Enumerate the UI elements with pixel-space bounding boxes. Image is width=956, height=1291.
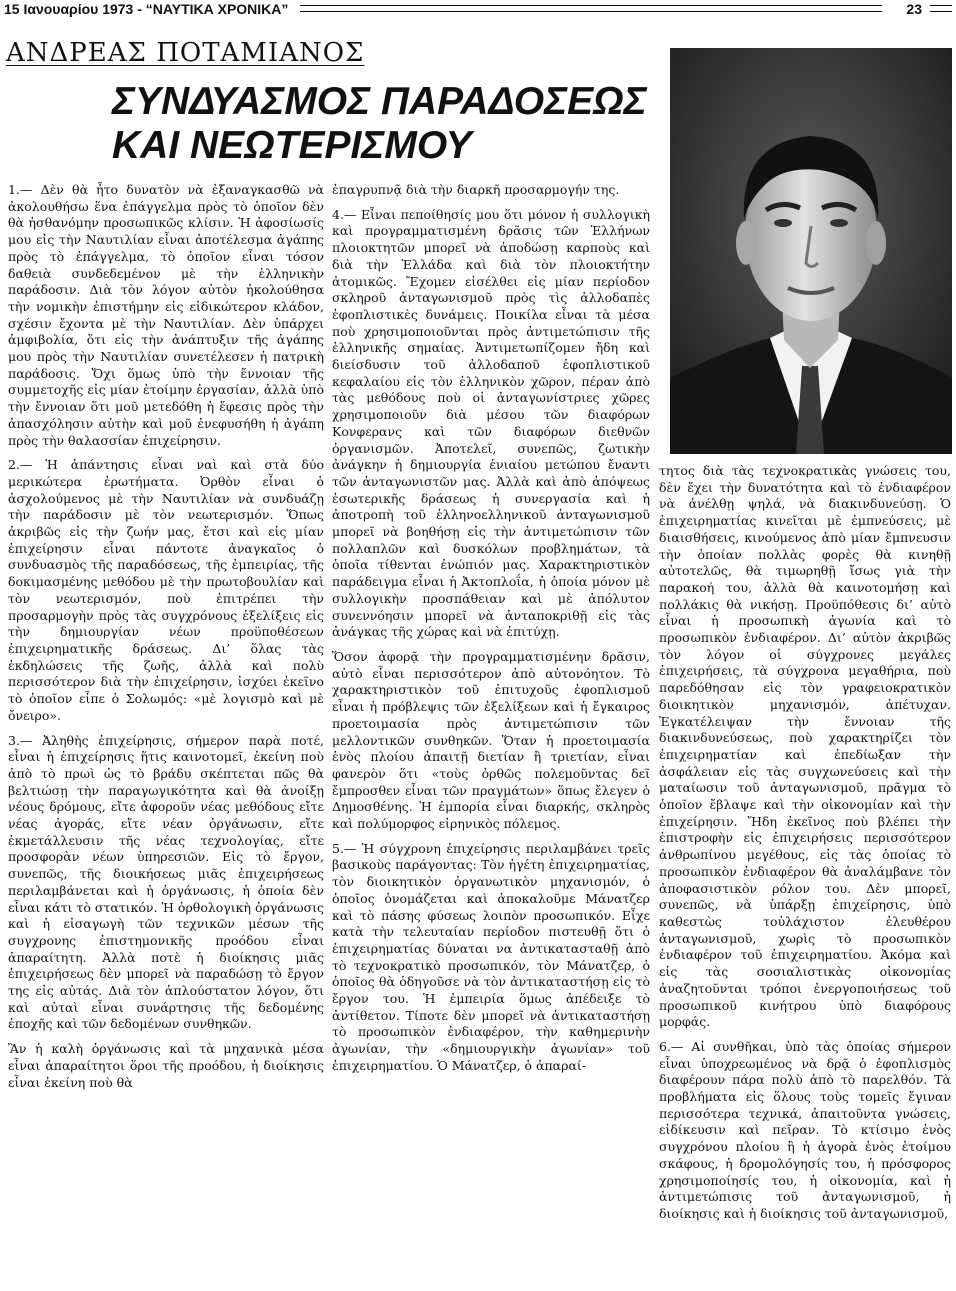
article-title	[112, 80, 647, 168]
paragraph: Ἂν ἡ καλὴ ὀργάνωσις καὶ τὰ μηχανικὰ μέσα εἶναι ἀπαραίτητοι ὅροι τῆς προόδου, ἡ διοίκησις εἶναι ἐκείνη ποὺ θὰ	[8, 1041, 324, 1090]
header-rule	[300, 5, 882, 12]
paragraph: 1.— Δὲν θὰ ἦτο δυνατὸν νὰ ἐξαναγκασθῶ νὰ ἀκολουθήσω ἕνα ἐπάγγελμα πρὸς τὸ ὁποῖον δὲν θὰ ἠσθανόμην προσωπικῶς κλίσιν. Ἡ ἀφοσίωσίς μου εἰς τὴν Ναυτιλίαν εἶναι ἀποτέλεσμα ἀγάπης πρὸς τὸ ἐπάγγελμα, τὸ ὁποῖον εἶναι τόσον δαθειὰ συνδεδεμένον μὲ τὴν ἑλληνικὴν παράδοσιν. Διὰ τὸν λόγον αὐτὸν ἠκολούθησα τὴν νομικὴν ἐπιστήμην εἰς εἰδικώτερον κλάδον, σχέσιν ἔχοντα μὲ τὴν Ναυτιλίαν. Δὲν ὑπάρχει ἀμφιβολία, ὅτι εἰς τὴν ἀνάπτυξιν τῆς ἀγάπης μου πρὸς τὴν Ναυτιλίαν συνετέλεσεν ἡ πατρικὴ παράδοσις. Ὄχι ὅμως ὑπὸ τὴν ἔννοιαν τῆς συμμετοχῆς εἰς μίαν ἑτοίμην ἐργασίαν, ἀλλὰ ὑπὸ τὴν ἔννοιαν ὅτι μοῦ μετεδόθη ἡ ἔφεσις πρὸς τὴν ἀπασχόλησιν αὐτὴν καὶ μοῦ ἐνεφυσήθη ἡ ἀγάπη πρὸς τὴν θαλασσίαν ἐπιχείρησιν.	[8, 182, 324, 448]
article-column-2	[332, 182, 650, 1075]
paragraph: 2.— Ἡ ἀπάντησις εἶναι ναὶ καὶ στὰ δύο μερικώτερα ἐρωτήματα. Ὀρθὸν εἶναι ὁ ἀσχολούμενος μὲ τὴν Ναυτιλίαν νὰ συνδυάζῃ τὴν παράδοσιν μὲ τὸν νεωτερισμόν. Ὅπως ἀκριβῶς εἰς τὴν ζωήν μας, ἔτσι καὶ εἰς μίαν ἐπιχείρησιν εἶναι πάντοτε ἀναγκαῖος ὁ συνδυασμὸς τῆς παραδόσεως, τῆς ἐμπειρίας, τῆς δοκιμασμένης μεθόδου μὲ τὴν πρωτοβουλίαν καὶ τὸν νεωτερισμόν, ποὺ ἐπιτρέπει τὴν προσαρμογὴν πρὸς τὰς συγχρόνους ἐξελίξεις εἰς τὴν δημιουργίαν νέων προϋποθέσεων ἐπιχειρηματικῆς δράσεως. Δι’ ὅλας τὰς ἐκδηλώσεις τῆς ζωῆς, ἀλλὰ καὶ πολὺ περισσότερον διὰ τὴν ἐπιχείρησιν, ἰσχύει ἐκεῖνο τὸ ὁποῖον εἶπε ὁ Σολωμός: «μὲ λογισμὸ καὶ μὲ ὄνειρο».	[8, 457, 324, 723]
page-header	[4, 0, 952, 18]
page-number: 23	[906, 1, 922, 17]
article-title-line2: ΚΑΙ ΝΕΩΤΕΡΙΣΜΟΥ	[112, 124, 472, 167]
article-column-3	[659, 463, 951, 1223]
paragraph: ἐπαγρυπνᾷ διὰ τὴν διαρκῆ προσαρμογήν της.	[332, 182, 620, 197]
header-rule-right	[930, 5, 952, 12]
article-title-line1: ΣΥΝΔΥΑΣΜΟΣ ΠΑΡΑΔΟΣΕΩΣ	[112, 80, 647, 123]
paragraph: Ὅσον ἀφορᾷ τὴν προγραμματισμένην δρᾶσιν, αὐτὸ εἶναι περισσότερον ἀπὸ αὐτονόητον. Τὸ χαρακτηριστικὸν τοῦ ἐπιτυχοῦς ἐφοπλισμοῦ εἶναι ἡ πρόβλεψις τῶν ἐξελίξεων καὶ ἡ ἔγκαιρος προετοιμασία πρὸς ἀντιμετώπισιν τῶν μελλοντικῶν συνθηκῶν. Ὅταν ἡ προετοιμασία ἑνὸς πλοίου ἀπαιτῇ διετίαν ἢ τριετίαν, εἶναι φανερὸν ὅτι «τοὺς ὀρθῶς πολεμοῦντας δεῖ ἔμπροσθεν εἶναι τῶν πραγμάτων» ὅπως ἔλεγεν ὁ Δημοσθένης. Ἡ ἐμπορία εἶναι διαρκής, σκληρὸς καὶ πολύμορφος εἰρηνικὸς πόλεμος.	[332, 648, 650, 832]
paragraph: 3.— Ἀληθὴς ἐπιχείρησις, σήμερον παρὰ ποτέ, εἶναι ἡ ἐπιχείρησις ἥτις καινοτομεῖ, ἐκείνη ποὺ ἀπὸ τὸ πρωὶ ὡς τὸ βράδυ σκέπτεται πῶς θὰ βελτιώσῃ τὴν παραγωγικότητα καὶ θὰ ἀνοίξῃ νέους δρόμους, εἴτε ἀφοροῦν νέας μεθόδους εἴτε νέας ἀγοράς, εἴτε νέαν ὀργάνωσιν, εἴτε ἐκμετάλλευσιν τῆς νέας τεχνολογίας, εἴτε προσφορὰν νέων ὑπηρεσιῶν. Εἰς τὸ ἔργον, συνεπῶς, τῆς διοικήσεως μιᾶς ἐπιχειρήσεως περιλαμβάνεται καὶ ἡ ὀργάνωσις, ἡ ὁποία δὲν εἶναι κάτι τὸ στατικόν. Ἡ ὀρθολογικὴ ὀργάνωσις καὶ ἡ εἰσαγωγὴ τῶν τεχνικῶν μέσων τῆς συγχρονης ἐπιστημονικῆς προόδου εἶναι ἀπαραίτητη. Ἀλλὰ ποτὲ ἡ διοίκησις μιᾶς ἐπιχειρήσεως δὲν μπορεῖ νὰ παραδώσῃ τὸ ἔργον της εἰς αὐτάς. Διὰ τὸν ἁπλούστατον λόγον, ὅτι καὶ αὐταὶ εἶναι συνάρτησις τῆς δεδομένης ἐποχῆς καὶ τῶν δεδομένων συνθηκῶν.	[8, 732, 324, 1032]
portrait-photo	[670, 48, 952, 454]
header-date-publication: 15 Ιανουαρίου 1973 - “ΝΑΥΤΙΚΑ ΧΡΟΝΙΚΑ”	[4, 1, 289, 17]
article-column-1	[8, 182, 324, 1091]
portrait-photo-icon	[670, 48, 952, 454]
paragraph: 5.— Ἡ σύγχρονη ἐπιχείρησις περιλαμβάνει τρεῖς βασικοὺς παράγοντας: Τὸν ἡγέτη ἐπιχειρηματίας, τὸν διοικητικὸν ὀργανωτικὸν μηχανισμόν, ὁ ὁποῖος ὀνομάζεται καὶ ἀποκαλοῦμε Μάνατζερ καὶ τὸ πάσης φύσεως λοιπὸν προσωπικόν. Εἶχε κατὰ τὴν τελευταίαν περίοδον πιστευθῇ ὅτι ὁ ἐπιχειρηματίας δύναται να ἀντικατασταθῇ ἀπὸ τὸ τεχνοκρατικὸ προσωπικόν, τὸν Μάνατζερ, ὁ ὁποῖος θὰ ὁδηγοῦσε νὰ τὸν ἀντικαταστήσῃ εἰς τὸ ἔργον του. Ἡ ἐμπειρία ὅμως ἀπέδειξε τὸ ἀντίθετον. Τίποτε δὲν μπορεῖ νὰ ἀντικαταστήσῃ τὸ προσωπικὸν ἐνδιαφέρον, τὴν καθημερινὴν ἀγωνίαν, τὴν «δημιουργικὴν ἀγωνίαν» τοῦ ἐπιχειρηματίου. Ὁ Μάνατζερ, ὁ ἀπαραί-	[332, 840, 650, 1073]
paragraph: 4.— Εἶναι πεποίθησίς μου ὅτι μόνον ἡ συλλογικὴ καὶ προγραμματισμένη δρᾶσις τῶν Ἑλλήνων πλοιοκτητῶν μπορεῖ νὰ ἀποδώσῃ καρποὺς καὶ διὰ τὴν Ἑλλάδα καὶ διὰ τὸν πλοιοκτήτην ἀτομικῶς. Ἔχομεν εἰσέλθει εἰς μίαν περίοδον σκληροῦ ἀνταγωνισμοῦ πρὸς τὶς ἀλλοδαπὲς ἐφοπλιστικὲς δυνάμεις. Ποικίλα εἶναι τὰ μέσα ποὺ χρησιμοποιοῦνται πρὸς ἀντιμετώπισιν τῆς ἑλληνικῆς σημαίας. Ἀντιμετωπίζομεν ἤδη καὶ διείσδυσιν τοῦ ἀλλοδαποῦ ἐφοπλιστικοῦ κεφαλαίου εἰς τὸν ἑλληνικὸν χῶρον, πέραν ἀπὸ τὰς μεθόδους ποὺ οἱ ἀνταγωνίστριες χῶρες χρησιμοποιοῦν διὰ μέσου τῶν διαφόρων Κονφερανς καὶ τῶν διαφόρων διεθνῶν ὀργανισμῶν. Ἀποτελεῖ, συνεπῶς, ζωτικὴν ἀνάγκην ἡ δημιουργία ἑνιαίου μετώπου ἔναντι τῶν ἀνταγωνιστῶν μας. Ἀλλὰ καὶ ἀπὸ ἀπόψεως ἐσωτερικῆς δράσεως ἡ συνεργασία καὶ ἡ ἀποτροπὴ τοῦ ἑλληνοελληνικοῦ ἀνταγωνισμοῦ μπορεῖ νὰ βοηθήσῃ εἰς τὴν ἀντιμετώπισιν τῶν πολλαπλῶν καὶ δυσκόλων προβλημάτων, τὰ ὁποῖα τίθενται ἐνώπιόν μας. Χαρακτηριστικὸν παράδειγμα εἶναι ἡ Ἀκτοπλοΐα, ἡ ὁποία μόνον μὲ συλλογικὴν προσπάθειαν καὶ μὲ ἀπόλυτον συνεννόησιν μπορεῖ νὰ ἀνταποκριθῇ εἰς τὰς ἀνάγκας τῆς χώρας καὶ νὰ ἐπιτύχῃ.	[332, 206, 650, 640]
paragraph: τητος διὰ τὰς τεχνοκρατικὰς γνώσεις του, δὲν ἔχει τὴν δυνατότητα καὶ τὸ ἐνδιαφέρον νὰ ἀνέλθῃ ψηλά, νὰ διακινδυνεύσῃ. Ὁ ἐπιχειρηματίας κινεῖται μὲ ἐμπνεύσεις, μὲ διαισθήσεις, κινούμενος ἀπὸ μίαν ἔμπνευσιν τὴν ὁποίαν πολλὰς φορὲς θὰ κινηθῇ αὐτοτελῶς, θὰ τιμωρηθῇ ἴσως γιὰ τὴν παρακοή του, ἀλλὰ θὰ καινοτομήσῃ καὶ πολλάκις θὰ νικήσῃ. Προϋπόθεσις δι’ αὐτὸ εἶναι ἡ προσωπικὴ ἀγωνία καὶ τὸ προσωπικὸν ἐνδιαφέρον. Δι’ αὐτὸν ἀκριβῶς τὸν λόγον οἱ σύγχρονες μεγάλες ἐπιχειρήσεις, τὰ σύγχρονα μεγαθήρια, ποὺ παρεδόθησαν εἰς τὸν γραφειοκρατικὸν διοικητικὸν μηχανισμόν, ἀπέτυχαν. Ἐγκατέλειψαν τὴν ἔννοιαν τῆς διακινδυνεύσεως, ποὺ χαρακτηρίζει τὸν ἐπιχειρηματίαν καὶ ἐπεδίωξαν τὴν ἀσφάλειαν εἰς τὰς συγχωνεύσεις καὶ τὴν ματαίωσιν τοῦ ἀνταγωνισμοῦ, πρᾶγμα τὸ ὁποῖον ἔβλαψε καὶ τὴν οἰκονομίαν καὶ τὴν ἐπιχείρησιν. Ἤδη ἐκεῖνος ποὺ βλέπει τὴν ἐπιστροφὴν εἰς ἐπιχειρήσεις περισσότερον ἀνθρωπίνου μεγέθους, εἰς τὰς ὁποίας τὸ προσωπικὸν ἐνδιαφέρον θὰ ἀναλάμβανε τὸν ἀποφασιστικὸν ρόλον του. Δὲν μπορεῖ, συνεπῶς, νὰ ὑπάρξῃ ἐπιχείρησις, ὑπὸ καθεστὼς τοὐλάχιστον ἐλευθέρου ἀνταγωνισμοῦ, χωρὶς τὸ προσωπικὸν ἐνδιαφέρον τοῦ ἐπιχειρηματίου. Ἀκόμα καὶ εἰς τὰς σοσιαλιστικὰς οἰκονομίας ἀναζητοῦνται τρόποι ἐνεργοποιήσεως τοῦ προσωπικοῦ κινήτρου ὑπὸ διαφόρους μορφάς.	[659, 463, 951, 1030]
article-author: ΑΝΔΡΕΑΣ ΠΟΤΑΜΙΑΝΟΣ	[6, 38, 365, 68]
paragraph: 6.— Αἱ συνθῆκαι, ὑπὸ τὰς ὁποίας σήμερον εἶναι ὑποχρεωμένος νὰ δρᾷ ὁ ἐφοπλισμὸς διαφέρουν πάρα πολὺ ἀπὸ τὸ παρελθόν. Τὰ προβλήματα εἰς ὅλους τοὺς τομεῖς ἔγιναν περισσότερα τεχνικά, ἀπαιτοῦντα γνώσεις, εἰδίκευσιν καὶ πεῖραν. Τὸ κτίσιμο ἑνὸς συγχρόνου πλοίου ἢ ἡ ἀγορὰ ἑνὸς ἑτοίμου σκάφους, ἡ δρομολόγησίς του, ἡ πρόσφορος χρησιμοποίησίς του, ἡ οἰκονομία, καὶ ἡ ἀντιμετώπισις τοῦ ἀνταγωνισμοῦ, ἡ διοίκησις καὶ ἡ διοίκησις τοῦ ἀνταγωνισμοῦ,	[659, 1038, 951, 1221]
